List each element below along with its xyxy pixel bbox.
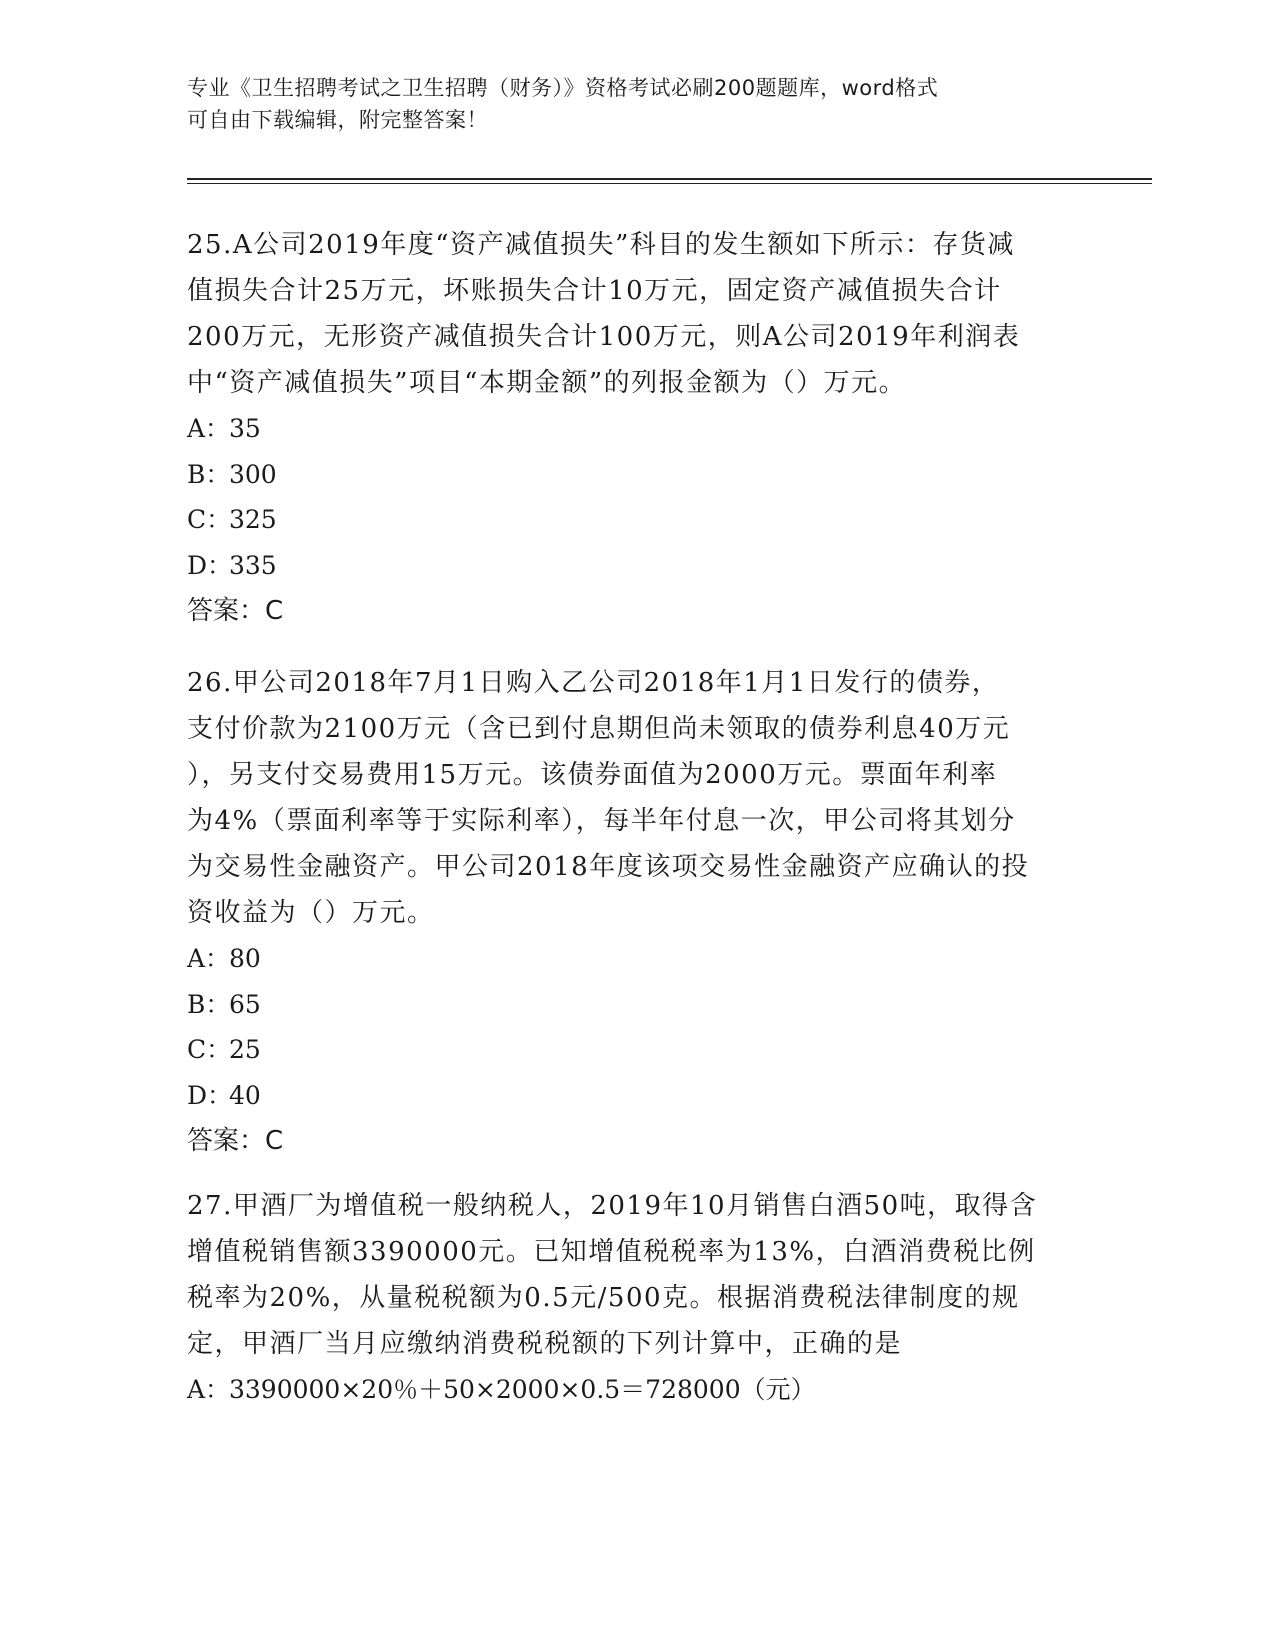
question-stem-line: 200万元，无形资产减值损失合计100万元，则A公司2019年利润表 — [187, 322, 1021, 352]
option-value: 80 — [229, 944, 261, 973]
option-b — [187, 452, 1087, 498]
question-26 — [187, 660, 1087, 1164]
option-key: C： — [187, 505, 232, 534]
option-a — [187, 406, 1087, 452]
answer-line: 答案：C — [187, 596, 284, 626]
question-stem-line: 27.甲酒厂为增值税一般纳税人，2019年10月销售白酒50吨，取得含 — [187, 1191, 1038, 1221]
option-c — [187, 1027, 1087, 1073]
option-key: A： — [187, 944, 231, 973]
question-stem-line: 增值税销售额3390000元。已知增值税税率为13%，白酒消费税比例 — [187, 1237, 1036, 1267]
question-27 — [187, 1183, 1087, 1413]
option-b — [187, 982, 1087, 1028]
question-stem-line: 定，甲酒厂当月应缴纳消费税税额的下列计算中，正确的是 — [187, 1329, 903, 1359]
question-stem-line: 为交易性金融资产。甲公司2018年度该项交易性金融资产应确认的投 — [187, 852, 1030, 882]
question-stem-line: ），另支付交易费用15万元。该债券面值为2000万元。票面年利率 — [187, 760, 998, 790]
option-value: 40 — [229, 1080, 261, 1110]
answer-line: 答案：C — [187, 1126, 284, 1156]
question-stem-line: 支付价款为2100万元（含已到付息期但尚未领取的债券利息40万元 — [187, 714, 1011, 744]
option-key: C： — [187, 1035, 232, 1064]
option-d — [187, 543, 1087, 589]
question-25 — [187, 222, 1087, 634]
option-value: 325 — [229, 505, 277, 534]
option-d — [187, 1073, 1087, 1119]
option-key: B： — [187, 459, 231, 489]
header-divider-thin — [187, 183, 1152, 184]
question-stem-line: 25.A公司2019年度“资产减值损失”科目的发生额如下所示：存货减 — [187, 230, 1015, 260]
option-value: 3390000×20％＋50×2000×0.5＝728000（元） — [229, 1375, 816, 1404]
option-a — [187, 1367, 1087, 1413]
option-key: D： — [187, 1080, 233, 1110]
question-stem-line: 为4%（票面利率等于实际利率），每半年付息一次，甲公司将其划分 — [187, 806, 1016, 836]
option-value: 300 — [229, 459, 277, 489]
question-stem-line: 值损失合计25万元，坏账损失合计10万元，固定资产减值损失合计 — [187, 276, 1002, 306]
option-value: 65 — [229, 989, 261, 1019]
option-c — [187, 497, 1087, 543]
header-line-1: 专业《卫生招聘考试之卫生招聘（财务）》资格考试必刷200题题库，word格式 — [187, 76, 939, 100]
option-value: 25 — [229, 1035, 261, 1064]
option-a — [187, 936, 1087, 982]
header-line-2: 可自由下载编辑，附完整答案！ — [187, 108, 488, 132]
option-key: A： — [187, 1375, 231, 1404]
question-stem-line: 中“资产减值损失”项目“本期金额”的列报金额为（）万元。 — [187, 368, 907, 398]
option-key: A： — [187, 414, 231, 443]
page-header — [187, 72, 1087, 136]
question-stem-line: 26.甲公司2018年7月1日购入乙公司2018年1月1日发行的债券， — [187, 668, 1000, 698]
option-key: D： — [187, 550, 233, 580]
option-value: 35 — [229, 414, 261, 443]
header-divider-thick — [187, 178, 1152, 180]
option-value: 335 — [229, 550, 277, 580]
question-stem-line: 税率为20%，从量税税额为0.5元/500克。根据消费税法律制度的规 — [187, 1283, 1020, 1313]
option-key: B： — [187, 989, 231, 1019]
question-stem-line: 资收益为（）万元。 — [187, 898, 435, 928]
